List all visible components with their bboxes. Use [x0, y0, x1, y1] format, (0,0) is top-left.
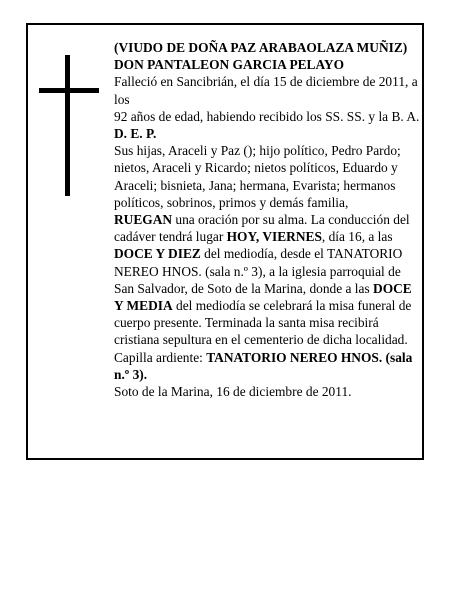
cross-vertical-bar [65, 55, 70, 196]
funeral-text-4: del mediodía se celebrará la misa funeral de cuerpo presente. Terminada la santa misa recibirá cristiana sepultura en el cementerio de dicha localidad. Capilla ardiente: [114, 298, 412, 365]
funeral-text-3: del mediodía, desde el TANATORIO NEREO HNOS. (sala n.º 3), a la iglesia parroquial de San Salvador, de Soto de la Marina, donde a las [114, 246, 403, 296]
heading-widower: (VIUDO DE DOÑA PAZ ARABAOLAZA MUÑIZ) [114, 40, 408, 55]
funeral-details [114, 211, 420, 383]
dep-line: D. E. P. [114, 126, 157, 142]
capilla-text: TANATORIO NEREO HNOS. (sala n.º 3). [114, 349, 413, 382]
hoy-viernes-text: HOY, VIERNES [226, 229, 322, 245]
doce-y-diez-text: DOCE Y DIEZ [114, 246, 201, 262]
death-info-line1: Falleció en Sancibrián, el día 15 de diciembre de 2011, a los [114, 74, 418, 107]
ruegan-text: RUEGAN [114, 212, 173, 228]
family-list: Sus hijas, Araceli y Paz (); hijo político, Pedro Pardo; nietos, Araceli y Ricardo; nietos políticos, Eduardo y Araceli; bisnieta, Jana; hermana, Evarista; hermanos políticos, sobrinos, primos y demás familia, [114, 143, 401, 210]
funeral-text-1: una oración por su alma. La conducción del cadáver tendrá lugar [114, 212, 410, 245]
heading-deceased-name: DON PANTALEON GARCIA PELAYO [114, 57, 345, 73]
cross-horizontal-bar [39, 88, 99, 93]
funeral-text-2: , día 16, a las [321, 229, 393, 245]
cross-icon [39, 55, 99, 196]
death-info-line2: 92 años de edad, habiendo recibido los SS. SS. y la B. A. [114, 108, 420, 124]
doce-y-media-text: DOCE Y MEDIA [114, 280, 412, 314]
closing-line: Soto de la Marina, 16 de diciembre de 2011. [114, 384, 352, 400]
obituary-text [114, 39, 420, 400]
